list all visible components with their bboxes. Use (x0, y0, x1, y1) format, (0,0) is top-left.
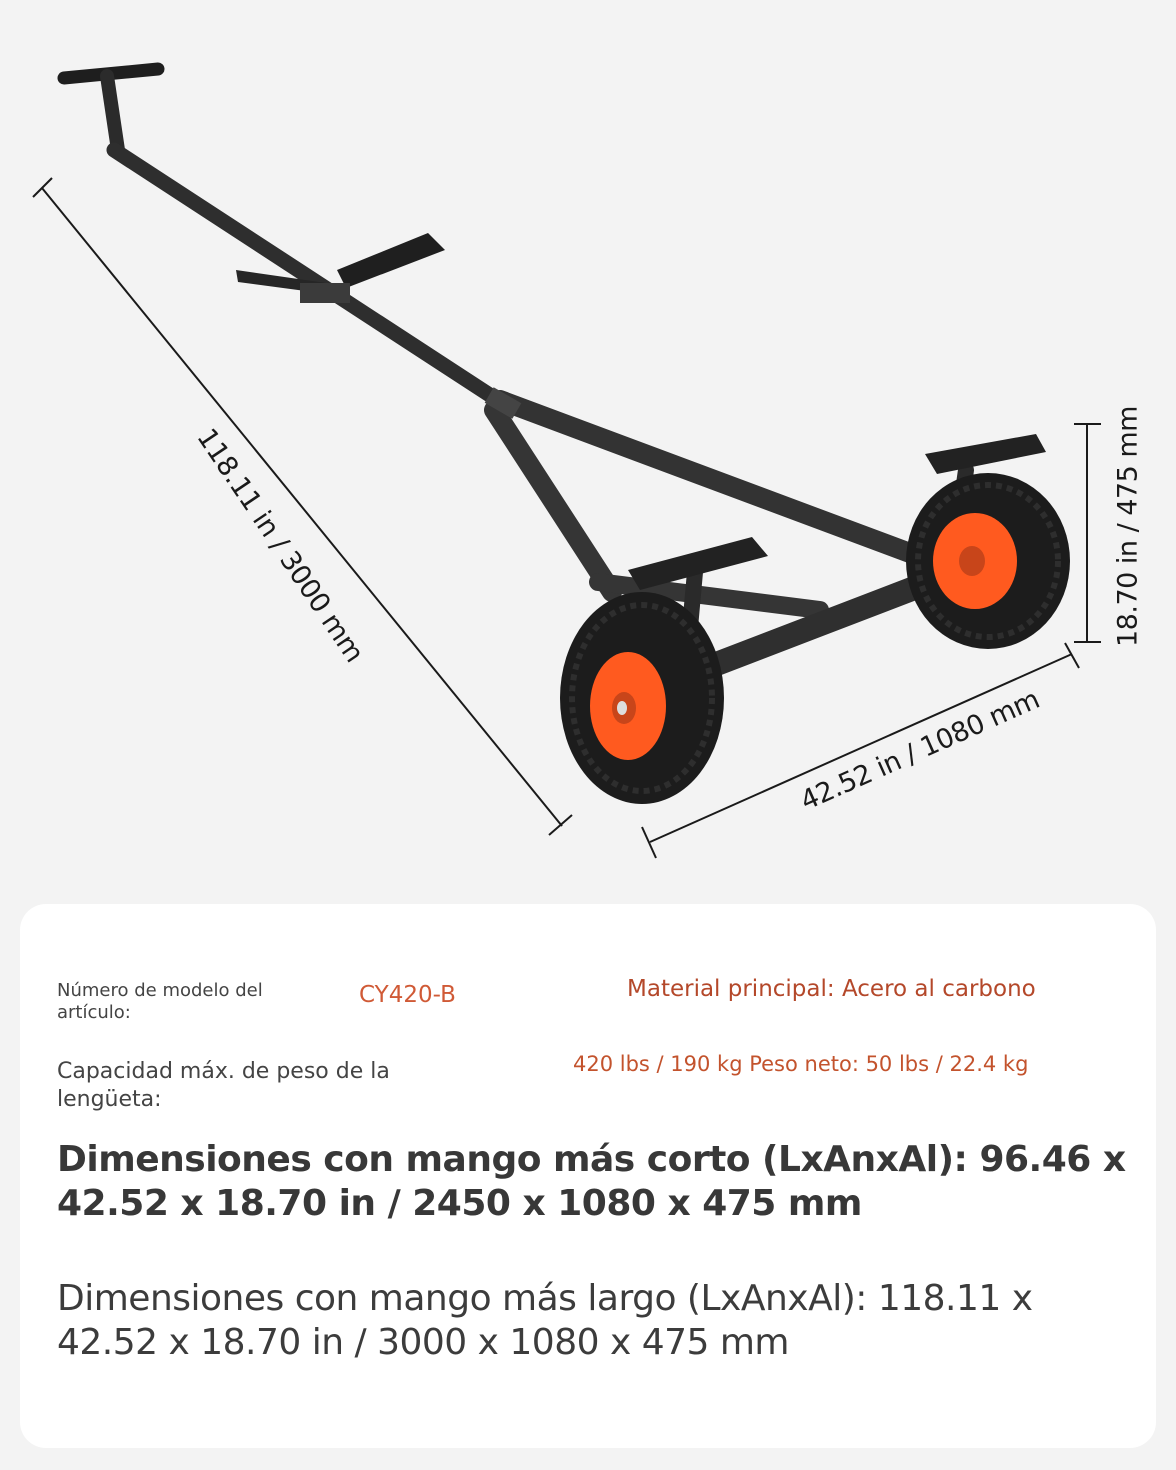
specifications-card (20, 904, 1156, 1448)
tongue-weight-capacity-label: Capacidad máx. de peso de la lengüeta: (57, 1059, 390, 1112)
trailer-frame (64, 69, 1046, 668)
length-dimension-label: 118.11 in / 3000 mm (190, 423, 370, 668)
dimensions-long-handle: Dimensiones con mango más largo (LxAnxAl): 118.11 x 42.52 x 18.70 in / 3000 x 1080 x 475 mm (57, 1278, 1033, 1363)
width-dimension-label: 42.52 in / 1080 mm (796, 683, 1044, 818)
main-material-value: Material principal: Acero al carbono (627, 976, 1036, 1002)
model-number-value: CY420-B (359, 982, 456, 1008)
height-dimension-label: 18.70 in / 475 mm (1112, 406, 1144, 647)
left-wheel (560, 592, 724, 804)
right-wheel (906, 473, 1070, 649)
dimensions-short-handle: Dimensiones con mango más corto (LxAnxAl): 96.46 x 42.52 x 18.70 in / 2450 x 1080 x 475 mm (57, 1139, 1126, 1224)
capacity-and-net-weight-value: 420 lbs / 190 kg Peso neto: 50 lbs / 22.4 kg (573, 1052, 1029, 1076)
model-number-label: Número de modelo del artículo: (57, 980, 263, 1023)
